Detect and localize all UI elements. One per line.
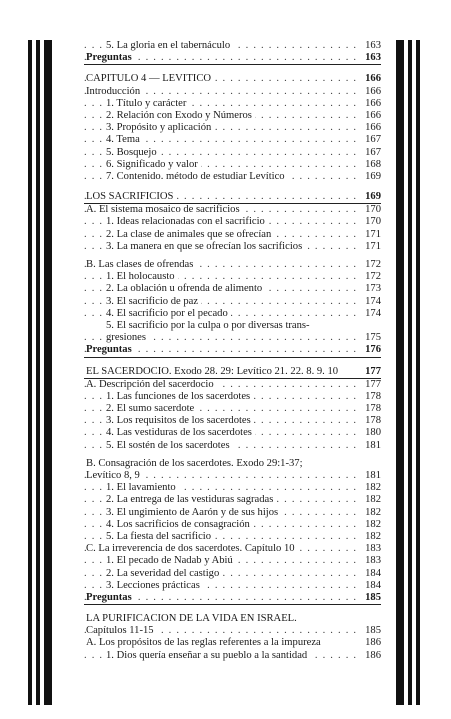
toc-entry	[84, 134, 381, 146]
right-bar-thick	[396, 40, 404, 705]
entry-title: Preguntas	[86, 344, 135, 356]
page-number: 175	[359, 332, 381, 344]
toc-entry	[84, 391, 381, 403]
left-bar-thick	[44, 40, 52, 705]
toc-section-entry	[84, 52, 381, 65]
entry-title: Levítico 8, 9	[86, 470, 143, 482]
page-number: 178	[359, 415, 381, 427]
page-number: 170	[359, 216, 381, 228]
entry-title: 4. Los sacrificios de consagración	[106, 519, 253, 531]
page-number: 166	[359, 86, 381, 98]
page-number: 166	[359, 110, 381, 122]
toc-entry	[84, 427, 381, 439]
page-number: 171	[359, 229, 381, 241]
toc-entry	[84, 403, 381, 415]
page-number: 166	[359, 73, 381, 85]
toc-section-entry	[84, 86, 381, 98]
page-number: 183	[359, 555, 381, 567]
page-number: 185	[359, 592, 381, 604]
entry-title: 2. La severidad del castigo	[106, 568, 222, 580]
entry-title: 3. Propósito y aplicación	[106, 122, 214, 134]
entry-title: Preguntas	[86, 592, 135, 604]
entry-title: A. El sistema mosaico de sacrificios	[86, 204, 243, 216]
table-of-contents	[84, 40, 381, 662]
page-number: 182	[359, 531, 381, 543]
toc-heading	[84, 613, 381, 625]
entry-title: 2. El sumo sacerdote	[106, 403, 197, 415]
entry-title: A. Los propósitos de las reglas referentes a la impureza	[86, 637, 324, 649]
entry-title: 2. La entrega de las vestiduras sagradas	[106, 494, 276, 506]
entry-title: Introducción	[86, 86, 143, 98]
entry-title: B. Las clases de ofrendas	[86, 259, 196, 271]
toc-entry	[84, 296, 381, 308]
section-gap	[84, 65, 381, 73]
entry-title: 4. El sacrificio por el pecado	[106, 308, 231, 320]
entry-title: LOS SACRIFICIOS	[86, 191, 176, 203]
entry-title: 5. El sacrificio por la culpa o por diversas trans-	[106, 320, 313, 332]
toc-entry	[84, 320, 381, 332]
toc-entry	[84, 650, 381, 662]
entry-title: gresiones	[106, 332, 149, 344]
page-number: 186	[359, 650, 381, 662]
toc-entry	[84, 122, 381, 134]
entry-title: 5. Bosquejo	[106, 147, 160, 159]
entry-title: 1. Título y carácter	[106, 98, 189, 110]
page-number: 163	[359, 40, 381, 52]
page-number: 184	[359, 580, 381, 592]
toc-section-entry	[84, 592, 381, 605]
toc-entry	[84, 555, 381, 567]
toc-section-entry	[84, 625, 381, 637]
entry-title: Capítulos 11-15	[86, 625, 157, 637]
entry-title: 3. Lecciones prácticas	[106, 580, 203, 592]
left-bar-thin-2	[36, 40, 40, 705]
page-number: 172	[359, 259, 381, 271]
entry-title: C. La irreverencia de dos sacerdotes. Capítulo 10	[86, 543, 298, 555]
page-number: 185	[359, 625, 381, 637]
toc-entry	[84, 110, 381, 122]
toc-entry	[84, 241, 381, 253]
right-bar-thin-2	[416, 40, 420, 705]
page-number: 163	[359, 52, 381, 64]
entry-title: 1. Dios quería enseñar a su pueblo a la santidad	[106, 650, 310, 662]
page-number: 174	[359, 296, 381, 308]
toc-heading	[84, 191, 381, 204]
entry-title: 2. Relación con Exodo y Números	[106, 110, 255, 122]
entry-title: 5. La gloria en el tabernáculo	[106, 40, 233, 52]
entry-title: 1. Ideas relacionadas con el sacrificio	[106, 216, 268, 228]
page-number: 182	[359, 494, 381, 506]
toc-entry	[84, 568, 381, 580]
toc-entry	[84, 283, 381, 295]
page-number: 169	[359, 171, 381, 183]
entry-title: A. Descripción del sacerdocio	[86, 379, 217, 391]
toc-entry	[84, 494, 381, 506]
page-number: 167	[359, 147, 381, 159]
section-gap	[84, 358, 381, 366]
entry-title: 3. La manera en que se ofrecían los sacrificios	[106, 241, 305, 253]
page-number: 169	[359, 191, 381, 203]
page-number: 166	[359, 98, 381, 110]
page-number: 181	[359, 440, 381, 452]
toc-section-entry	[84, 470, 381, 482]
section-gap	[84, 605, 381, 613]
toc-entry	[84, 482, 381, 494]
page-number: 180	[359, 427, 381, 439]
section-gap	[84, 183, 381, 191]
page-number: 171	[359, 241, 381, 253]
toc-section-entry	[84, 344, 381, 357]
toc-entry	[84, 332, 381, 344]
entry-title: 2. La oblación u ofrenda de alimento	[106, 283, 265, 295]
entry-title: 1. Las funciones de los sacerdotes	[106, 391, 253, 403]
entry-title: LA PURIFICACION DE LA VIDA EN ISRAEL.	[86, 613, 300, 625]
toc-entry	[84, 531, 381, 543]
page-number: 178	[359, 391, 381, 403]
entry-title: 7. Contenido. método de estudiar Levítico	[106, 171, 288, 183]
toc-section-entry	[84, 204, 381, 216]
toc-entry	[84, 171, 381, 183]
entry-title: EL SACERDOCIO. Exodo 28. 29: Levítico 21. 22. 8. 9. 10	[86, 366, 341, 378]
page-number: 177	[359, 366, 381, 378]
page-number: 172	[359, 271, 381, 283]
toc-entry	[84, 147, 381, 159]
toc-entry	[84, 308, 381, 320]
toc-entry	[84, 271, 381, 283]
page-number: 186	[359, 637, 381, 649]
page-number: 174	[359, 308, 381, 320]
toc-section-entry	[84, 637, 381, 649]
left-bar-thin-1	[28, 40, 32, 705]
entry-title: 2. La clase de animales que se ofrecían	[106, 229, 274, 241]
page-number: 184	[359, 568, 381, 580]
entry-title: 4. Tema	[106, 134, 143, 146]
entry-title: 3. Los requisitos de los sacerdotes	[106, 415, 254, 427]
toc-heading	[84, 73, 381, 85]
entry-title: Preguntas	[86, 52, 135, 64]
page-number: 170	[359, 204, 381, 216]
entry-title: 3. El ungimiento de Aarón y de sus hijos	[106, 507, 281, 519]
toc-entry	[84, 519, 381, 531]
page-number: 173	[359, 283, 381, 295]
page-number: 168	[359, 159, 381, 171]
page-number: 177	[359, 379, 381, 391]
page-number: 176	[359, 344, 381, 356]
toc-entry	[84, 415, 381, 427]
page-number: 178	[359, 403, 381, 415]
page-number: 181	[359, 470, 381, 482]
toc-entry	[84, 580, 381, 592]
toc-entry	[84, 159, 381, 171]
toc-section-entry	[84, 259, 381, 271]
toc-section-entry	[84, 543, 381, 555]
entry-title: 6. Significado y valor	[106, 159, 201, 171]
toc-entry	[84, 440, 381, 452]
right-bar-thin-1	[408, 40, 412, 705]
toc-entry	[84, 507, 381, 519]
page-number: 167	[359, 134, 381, 146]
page-number: 182	[359, 519, 381, 531]
entry-title: 4. Las vestiduras de los sacerdotes	[106, 427, 255, 439]
entry-title: 1. El pecado de Nadab y Abiú	[106, 555, 236, 567]
toc-section-entry	[84, 379, 381, 391]
toc-section-entry	[84, 458, 381, 470]
entry-title: CAPITULO 4 — LEVITICO	[86, 73, 214, 85]
page-number: 183	[359, 543, 381, 555]
page-number: 182	[359, 507, 381, 519]
entry-title: 5. El sostén de los sacerdotes	[106, 440, 233, 452]
toc-entry	[84, 40, 381, 52]
toc-entry	[84, 216, 381, 228]
page-number: 182	[359, 482, 381, 494]
entry-title: 1. El lavamiento	[106, 482, 179, 494]
page-number: 166	[359, 122, 381, 134]
entry-title: 3. El sacrificio de paz	[106, 296, 201, 308]
entry-title: B. Consagración de los sacerdotes. Exodo 29:1-37;	[86, 458, 306, 470]
entry-title: 5. La fiesta del sacrificio	[106, 531, 214, 543]
toc-heading	[84, 366, 381, 379]
entry-title: 1. El holocausto	[106, 271, 178, 283]
toc-entry	[84, 98, 381, 110]
toc-entry	[84, 229, 381, 241]
